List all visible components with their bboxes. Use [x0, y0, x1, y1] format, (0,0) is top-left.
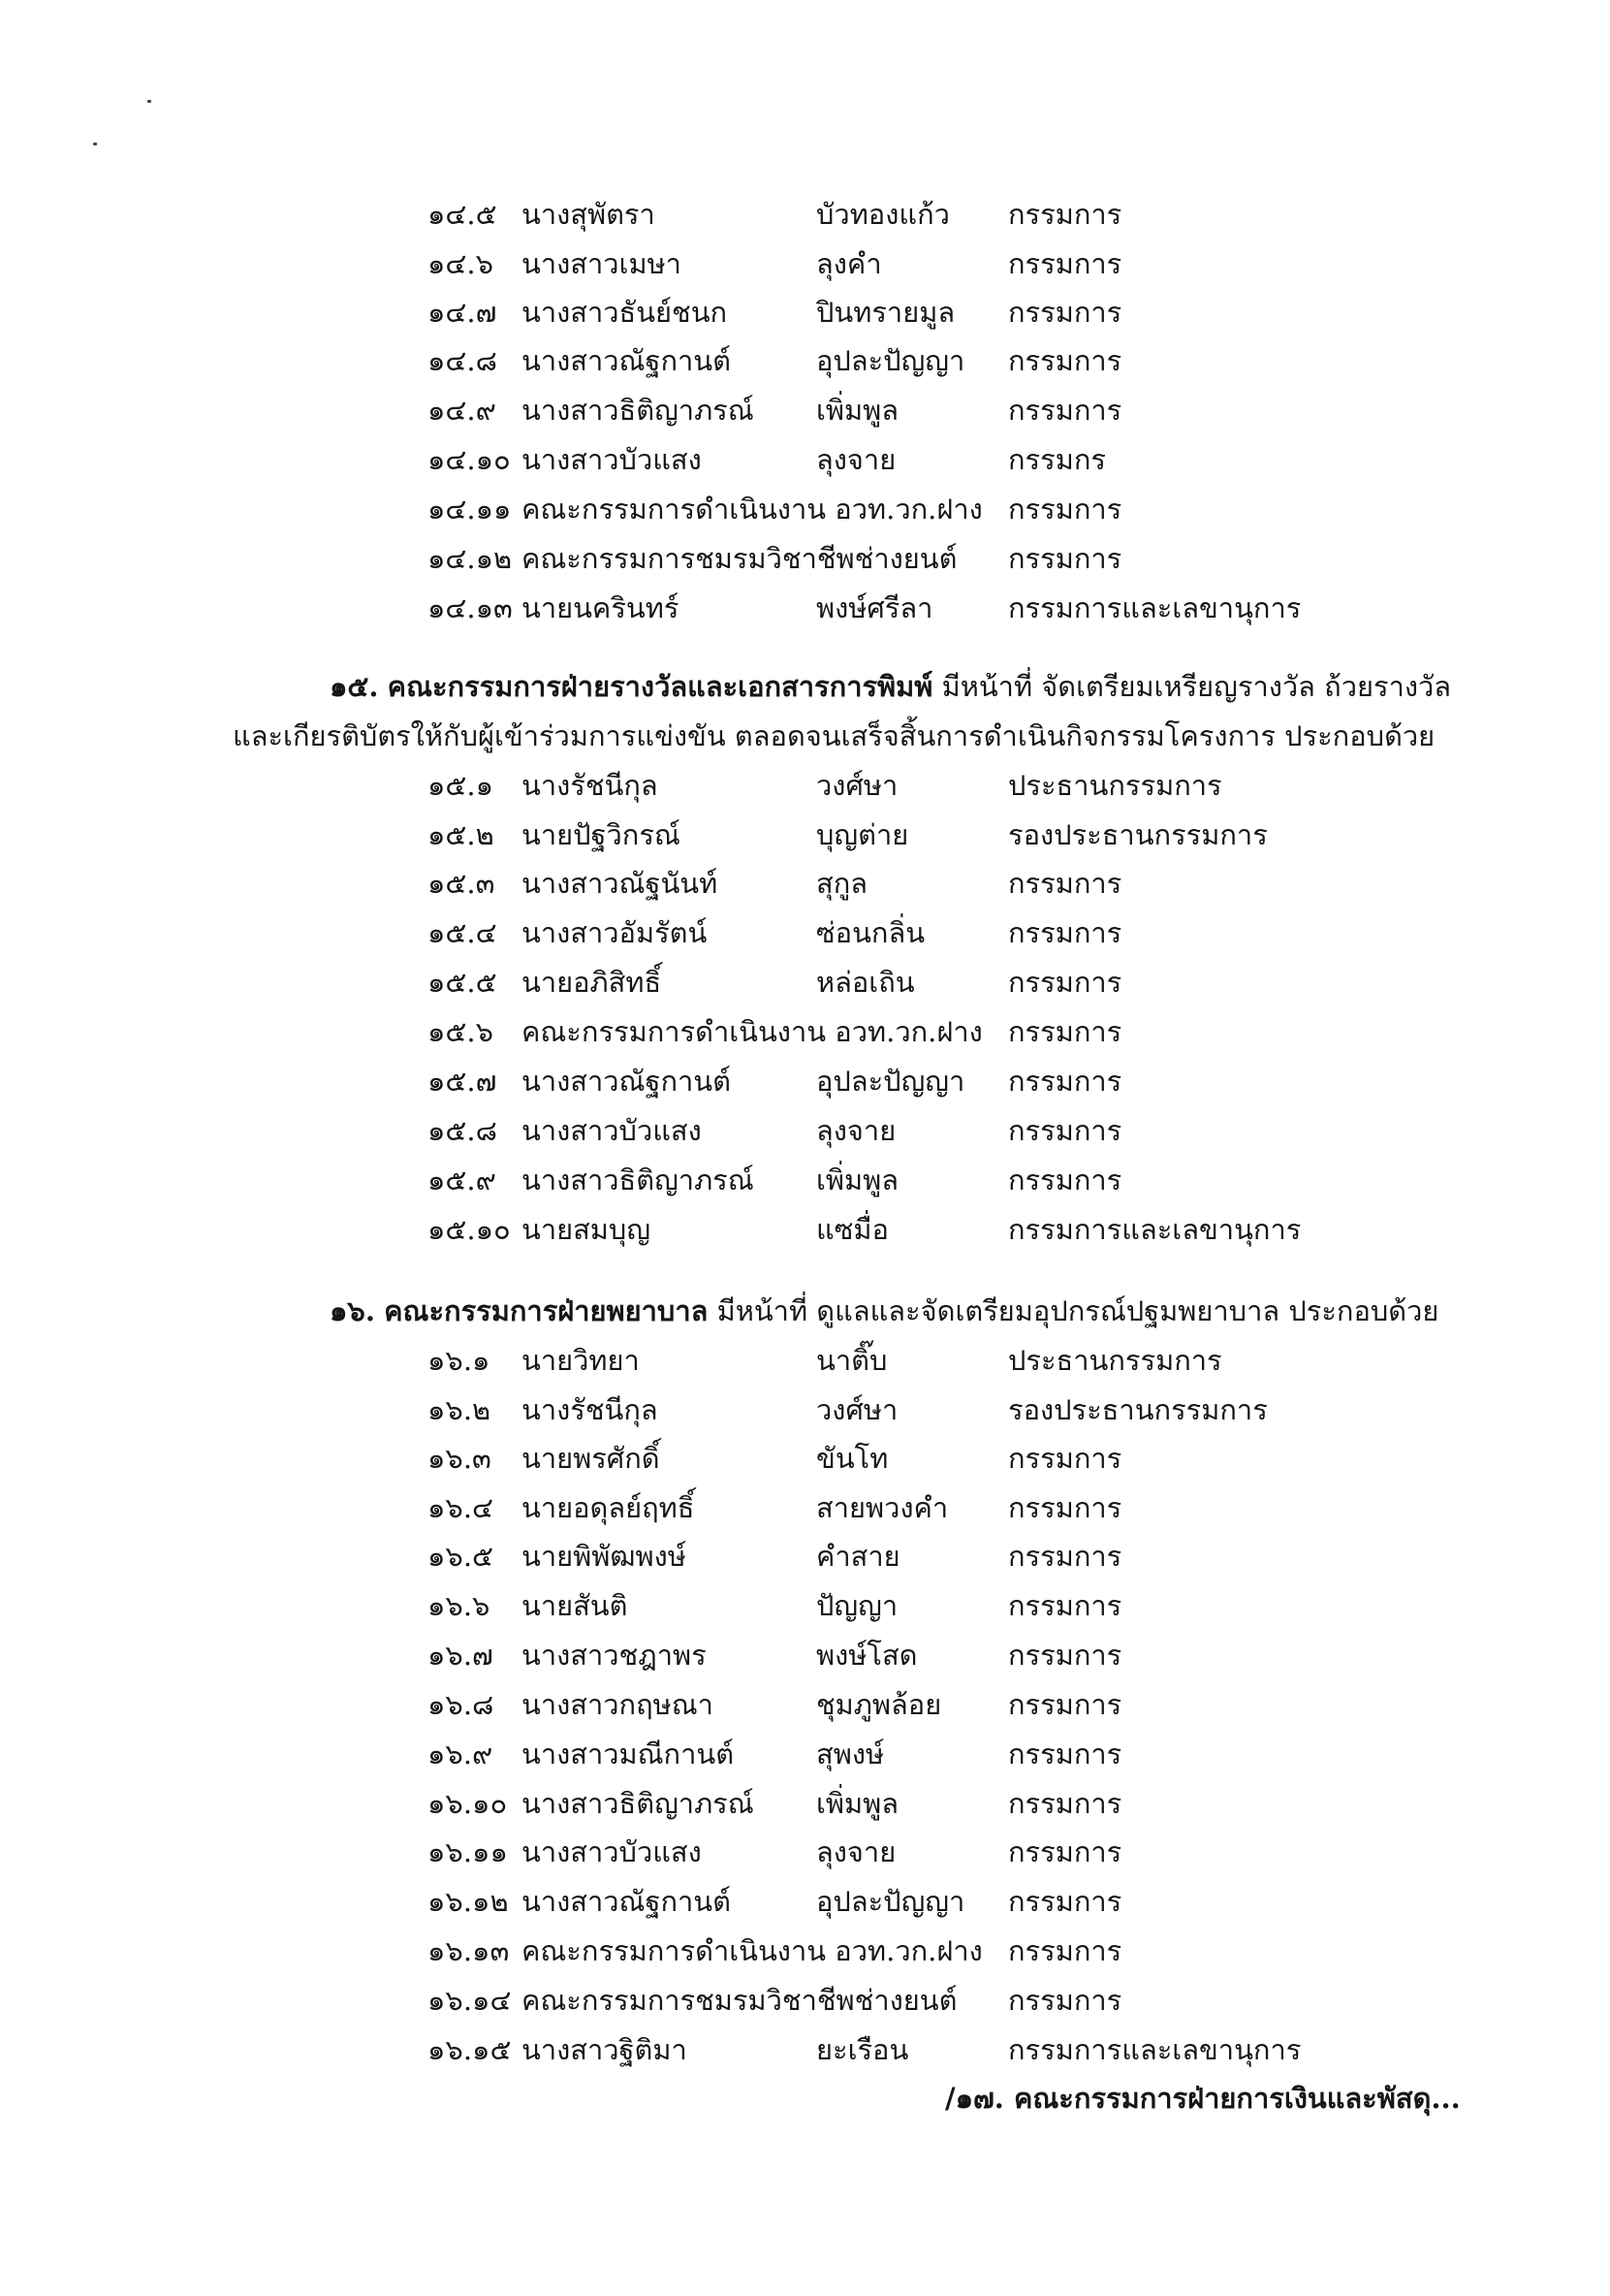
list-item: ๑๖.๑๓ คณะกรรมการดำเนินงาน อวท.วก.ฝาง กรรมการ — [427, 1934, 1122, 1967]
list-item: ๑๖.๔ นายอดุลย์ฤทธิ์ สายพวงคำ กรรมการ — [427, 1491, 1122, 1524]
list-item: ๑๖.๓ นายพรศักดิ์ ขันโท กรรมการ — [427, 1442, 1122, 1475]
list-item: ๑๕.๑ นางรัชนีกุล วงศ์ษา ประธานกรรมการ — [427, 769, 1222, 802]
list-item: ๑๖.๘ นางสาวกฤษณา ชุมภูพล้อย กรรมการ — [427, 1688, 1122, 1721]
list-item: ๑๖.๗ นางสาวชฎาพร พงษ์โสด กรรมการ — [427, 1639, 1122, 1672]
list-item: ๑๕.๔ นางสาวอัมรัตน์ ซ่อนกลิ่น กรรมการ — [427, 916, 1122, 949]
list-item: ๑๕.๕ นายอภิสิทธิ์ หล่อเถิน กรรมการ — [427, 966, 1122, 999]
list-item: ๑๖.๑๔ คณะกรรมการชมรมวิชาชีพช่างยนต์ กรรมการ — [427, 1984, 1122, 2017]
list-item: ๑๕.๗ นางสาวณัฐกานต์ อุปละปัญญา กรรมการ — [427, 1065, 1122, 1098]
page-continuation-footer: /๑๗. คณะกรรมการฝ่ายการเงินและพัสดุ... — [945, 2082, 1461, 2115]
list-item: ๑๖.๑๕ นางสาวฐิติมา ยะเรือน กรรมการและเลขานุการ — [427, 2033, 1302, 2066]
list-item: ๑๔.๙ นางสาวธิติญาภรณ์ เพิ่มพูล กรรมการ — [427, 394, 1122, 427]
section-16-title: คณะกรรมการฝ่ายพยาบาล — [384, 1294, 709, 1327]
list-item: ๑๖.๕ นายพิพัฒพงษ์ คำสาย กรรมการ — [427, 1540, 1122, 1573]
list-item: ๑๖.๑๑ นางสาวบัวแสง ลุงจาย กรรมการ — [427, 1835, 1122, 1868]
section-15-heading — [330, 662, 1451, 711]
section-15-description: มีหน้าที่ จัดเตรียมเหรียญรางวัล ถ้วยรางวัล — [941, 670, 1452, 703]
list-item: ๑๔.๑๑ คณะกรรมการดำเนินงาน อวท.วก.ฝาง กรรมการ — [427, 493, 1122, 526]
list-item: ๑๖.๖ นายสันติ ปัญญา กรรมการ — [427, 1589, 1122, 1622]
list-item: ๑๖.๙ นางสาวมณีกานต์ สุพงษ์ กรรมการ — [427, 1738, 1122, 1770]
list-item: ๑๖.๒ นางรัชนีกุล วงศ์ษา รองประธานกรรมการ — [427, 1393, 1268, 1426]
list-item: ๑๔.๑๐ นางสาวบัวแสง ลุงจาย กรรมกร — [427, 443, 1106, 476]
list-item: ๑๔.๑๒ คณะกรรมการชมรมวิชาชีพช่างยนต์ กรรมการ — [427, 542, 1122, 575]
list-item: ๑๕.๑๐ นายสมบุญ แซมื่อ กรรมการและเลขานุการ — [427, 1213, 1302, 1246]
list-item: ๑๔.๑๓ นายนครินทร์ พงษ์ศรีลา กรรมการและเลขานุการ — [427, 591, 1302, 624]
scan-speck — [93, 143, 97, 145]
list-item: ๑๕.๓ นางสาวณัฐนันท์ สุกูล กรรมการ — [427, 867, 1122, 900]
section-16-heading — [330, 1287, 1438, 1335]
scan-speck — [147, 100, 151, 103]
list-item: ๑๖.๑๒ นางสาวณัฐกานต์ อุปละปัญญา กรรมการ — [427, 1885, 1122, 1918]
list-item: ๑๕.๘ นางสาวบัวแสง ลุงจาย กรรมการ — [427, 1114, 1122, 1147]
list-item: ๑๕.๙ นางสาวธิติญาภรณ์ เพิ่มพูล กรรมการ — [427, 1164, 1122, 1196]
list-item: ๑๖.๑ นายวิทยา นาติ๊บ ประธานกรรมการ — [427, 1344, 1222, 1377]
section-16-number: ๑๖. — [330, 1294, 375, 1327]
section-16-description: มีหน้าที่ ดูแลและจัดเตรียมอุปกรณ์ปฐมพยาบาล ประกอบด้วย — [716, 1294, 1439, 1327]
list-item: ๑๖.๑๐ นางสาวธิติญาภรณ์ เพิ่มพูล กรรมการ — [427, 1787, 1122, 1820]
section-15-title: คณะกรรมการฝ่ายรางวัลและเอกสารการพิมพ์ — [387, 670, 933, 703]
section-15-number: ๑๕. — [330, 670, 379, 703]
list-item: ๑๔.๘ นางสาวณัฐกานต์ อุปละปัญญา กรรมการ — [427, 344, 1122, 377]
list-item: ๑๔.๖ นางสาวเมษา ลุงคำ กรรมการ — [427, 247, 1122, 280]
list-item: ๑๕.๒ นายปัฐวิกรณ์ บุญต่าย รองประธานกรรมการ — [427, 818, 1268, 851]
list-item: ๑๔.๗ นางสาวธันย์ชนก ปินทรายมูล กรรมการ — [427, 296, 1122, 329]
list-item: ๑๔.๕ นางสุพัตรา บัวทองแก้ว กรรมการ — [427, 198, 1122, 231]
section-15-heading-continued: และเกียรติบัตรให้กับผู้เข้าร่วมการแข่งขัน ตลอดจนเสร็จสิ้นการดำเนินกิจกรรมโครงการ ประกอบด้วย — [233, 719, 1436, 752]
list-item: ๑๕.๖ คณะกรรมการดำเนินงาน อวท.วก.ฝาง กรรมการ — [427, 1015, 1122, 1048]
